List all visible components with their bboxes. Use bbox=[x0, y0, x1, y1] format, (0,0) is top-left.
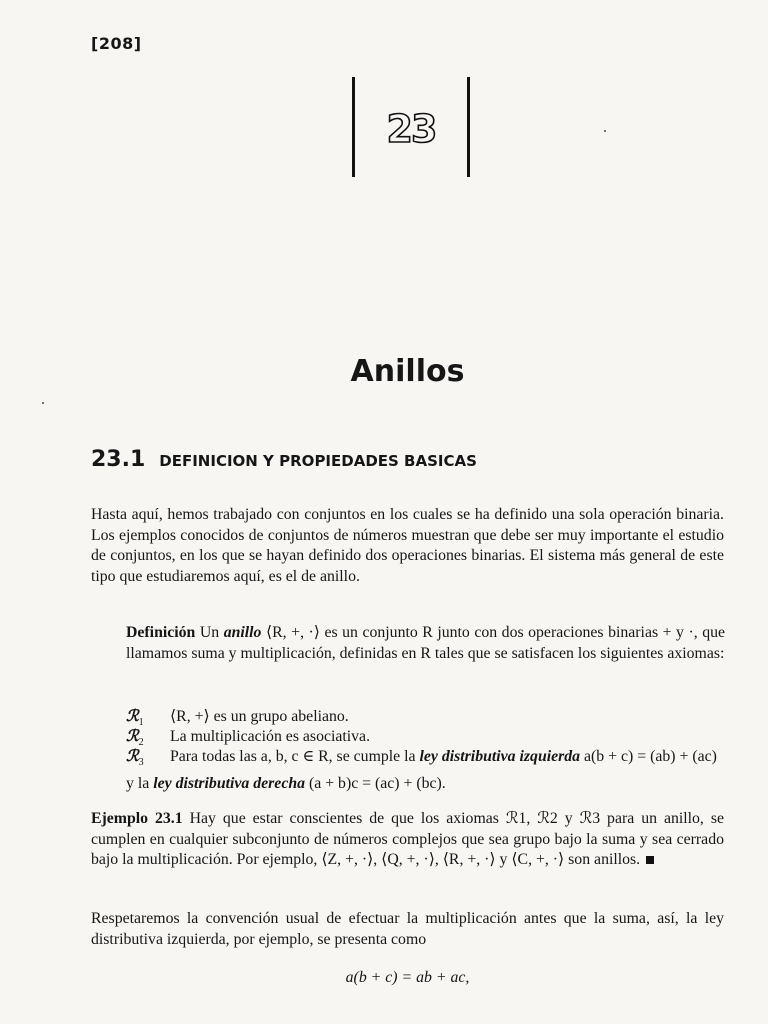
section-title: DEFINICION Y PROPIEDADES BASICAS bbox=[159, 452, 477, 470]
axiom-symbol: ℛ$_3$ bbox=[126, 748, 144, 769]
axiom-term-right: ley distributiva derecha bbox=[153, 774, 306, 792]
example-paragraph bbox=[91, 809, 724, 871]
definition-text-2: ⟨R, +, ·⟩ es un conjunto R junto con dos operaciones binarias + y ·, que llamamos suma y multiplicación, definidas en R tales que se satisfacen los siguientes axiomas: bbox=[126, 624, 726, 662]
section-heading bbox=[91, 447, 477, 472]
chapter-title: Anillos bbox=[350, 354, 465, 389]
intro-paragraph: Hasta aquí, hemos trabajado con conjuntos en los cuales se ha definido una sola operación binaria. Los ejemplos conocidos de conjuntos de números muestran que debe ser muy importante el estudio de conjuntos, en los que se hayan definido dos operaciones binarias. El sistema más general de este tipo que estudiaremos aquí, es el de anillo. bbox=[91, 506, 724, 585]
axiom-text-1: Para todas las a, b, c ∈ R, se cumple la bbox=[170, 748, 416, 765]
axiom-3 bbox=[126, 747, 725, 794]
scan-speck bbox=[604, 130, 606, 132]
axiom-text-2: a(b + c) = (ab) + (ac) y la bbox=[126, 748, 717, 792]
axiom-text: ⟨R, +⟩ es un grupo abeliano. bbox=[170, 708, 349, 725]
axiom-text: La multiplicación es asociativa. bbox=[170, 728, 371, 745]
axiom-symbol: ℛ$_2$ bbox=[126, 728, 144, 749]
convention-paragraph: Respetaremos la convención usual de efectuar la multiplicación antes que la suma, así, la ley distributiva izquierda, por ejemplo, se presenta como bbox=[91, 910, 724, 948]
chapter-number: 23 bbox=[386, 107, 436, 151]
chapter-bar-right bbox=[467, 77, 470, 177]
chapter-number-box bbox=[352, 77, 470, 177]
definition-label: Definición bbox=[126, 624, 196, 641]
definition-text-1: Un bbox=[199, 624, 220, 641]
section-number: 23.1 bbox=[91, 447, 146, 472]
axiom-symbol: ℛ$_1$ bbox=[126, 708, 144, 729]
axiom-term-left: ley distributiva izquierda bbox=[419, 748, 581, 765]
distributive-formula: a(b + c) = ab + ac, bbox=[345, 969, 470, 986]
definition-paragraph bbox=[126, 623, 725, 664]
example-text: Hay que estar conscientes de que los axiomas ℛ1, ℛ2 y ℛ3 para un anillo, se cumplen en cualquier subconjunto de números complejos que sea grupo bajo la suma y sea cerrado bajo la multiplicación. Por ejemplo, ⟨Z, +, ·⟩, ⟨Q, +, ·⟩, ⟨R, +, ·⟩ y ⟨C, +, ·⟩ son anillos. bbox=[91, 810, 725, 868]
page-number: [208] bbox=[91, 34, 142, 53]
example-label: Ejemplo 23.1 bbox=[91, 810, 183, 827]
axiom-text-3: (a + b)c = (ac) + (bc). bbox=[308, 774, 446, 792]
definition-term: anillo bbox=[223, 624, 262, 641]
scan-speck bbox=[42, 402, 44, 404]
end-of-example-icon bbox=[646, 856, 654, 864]
